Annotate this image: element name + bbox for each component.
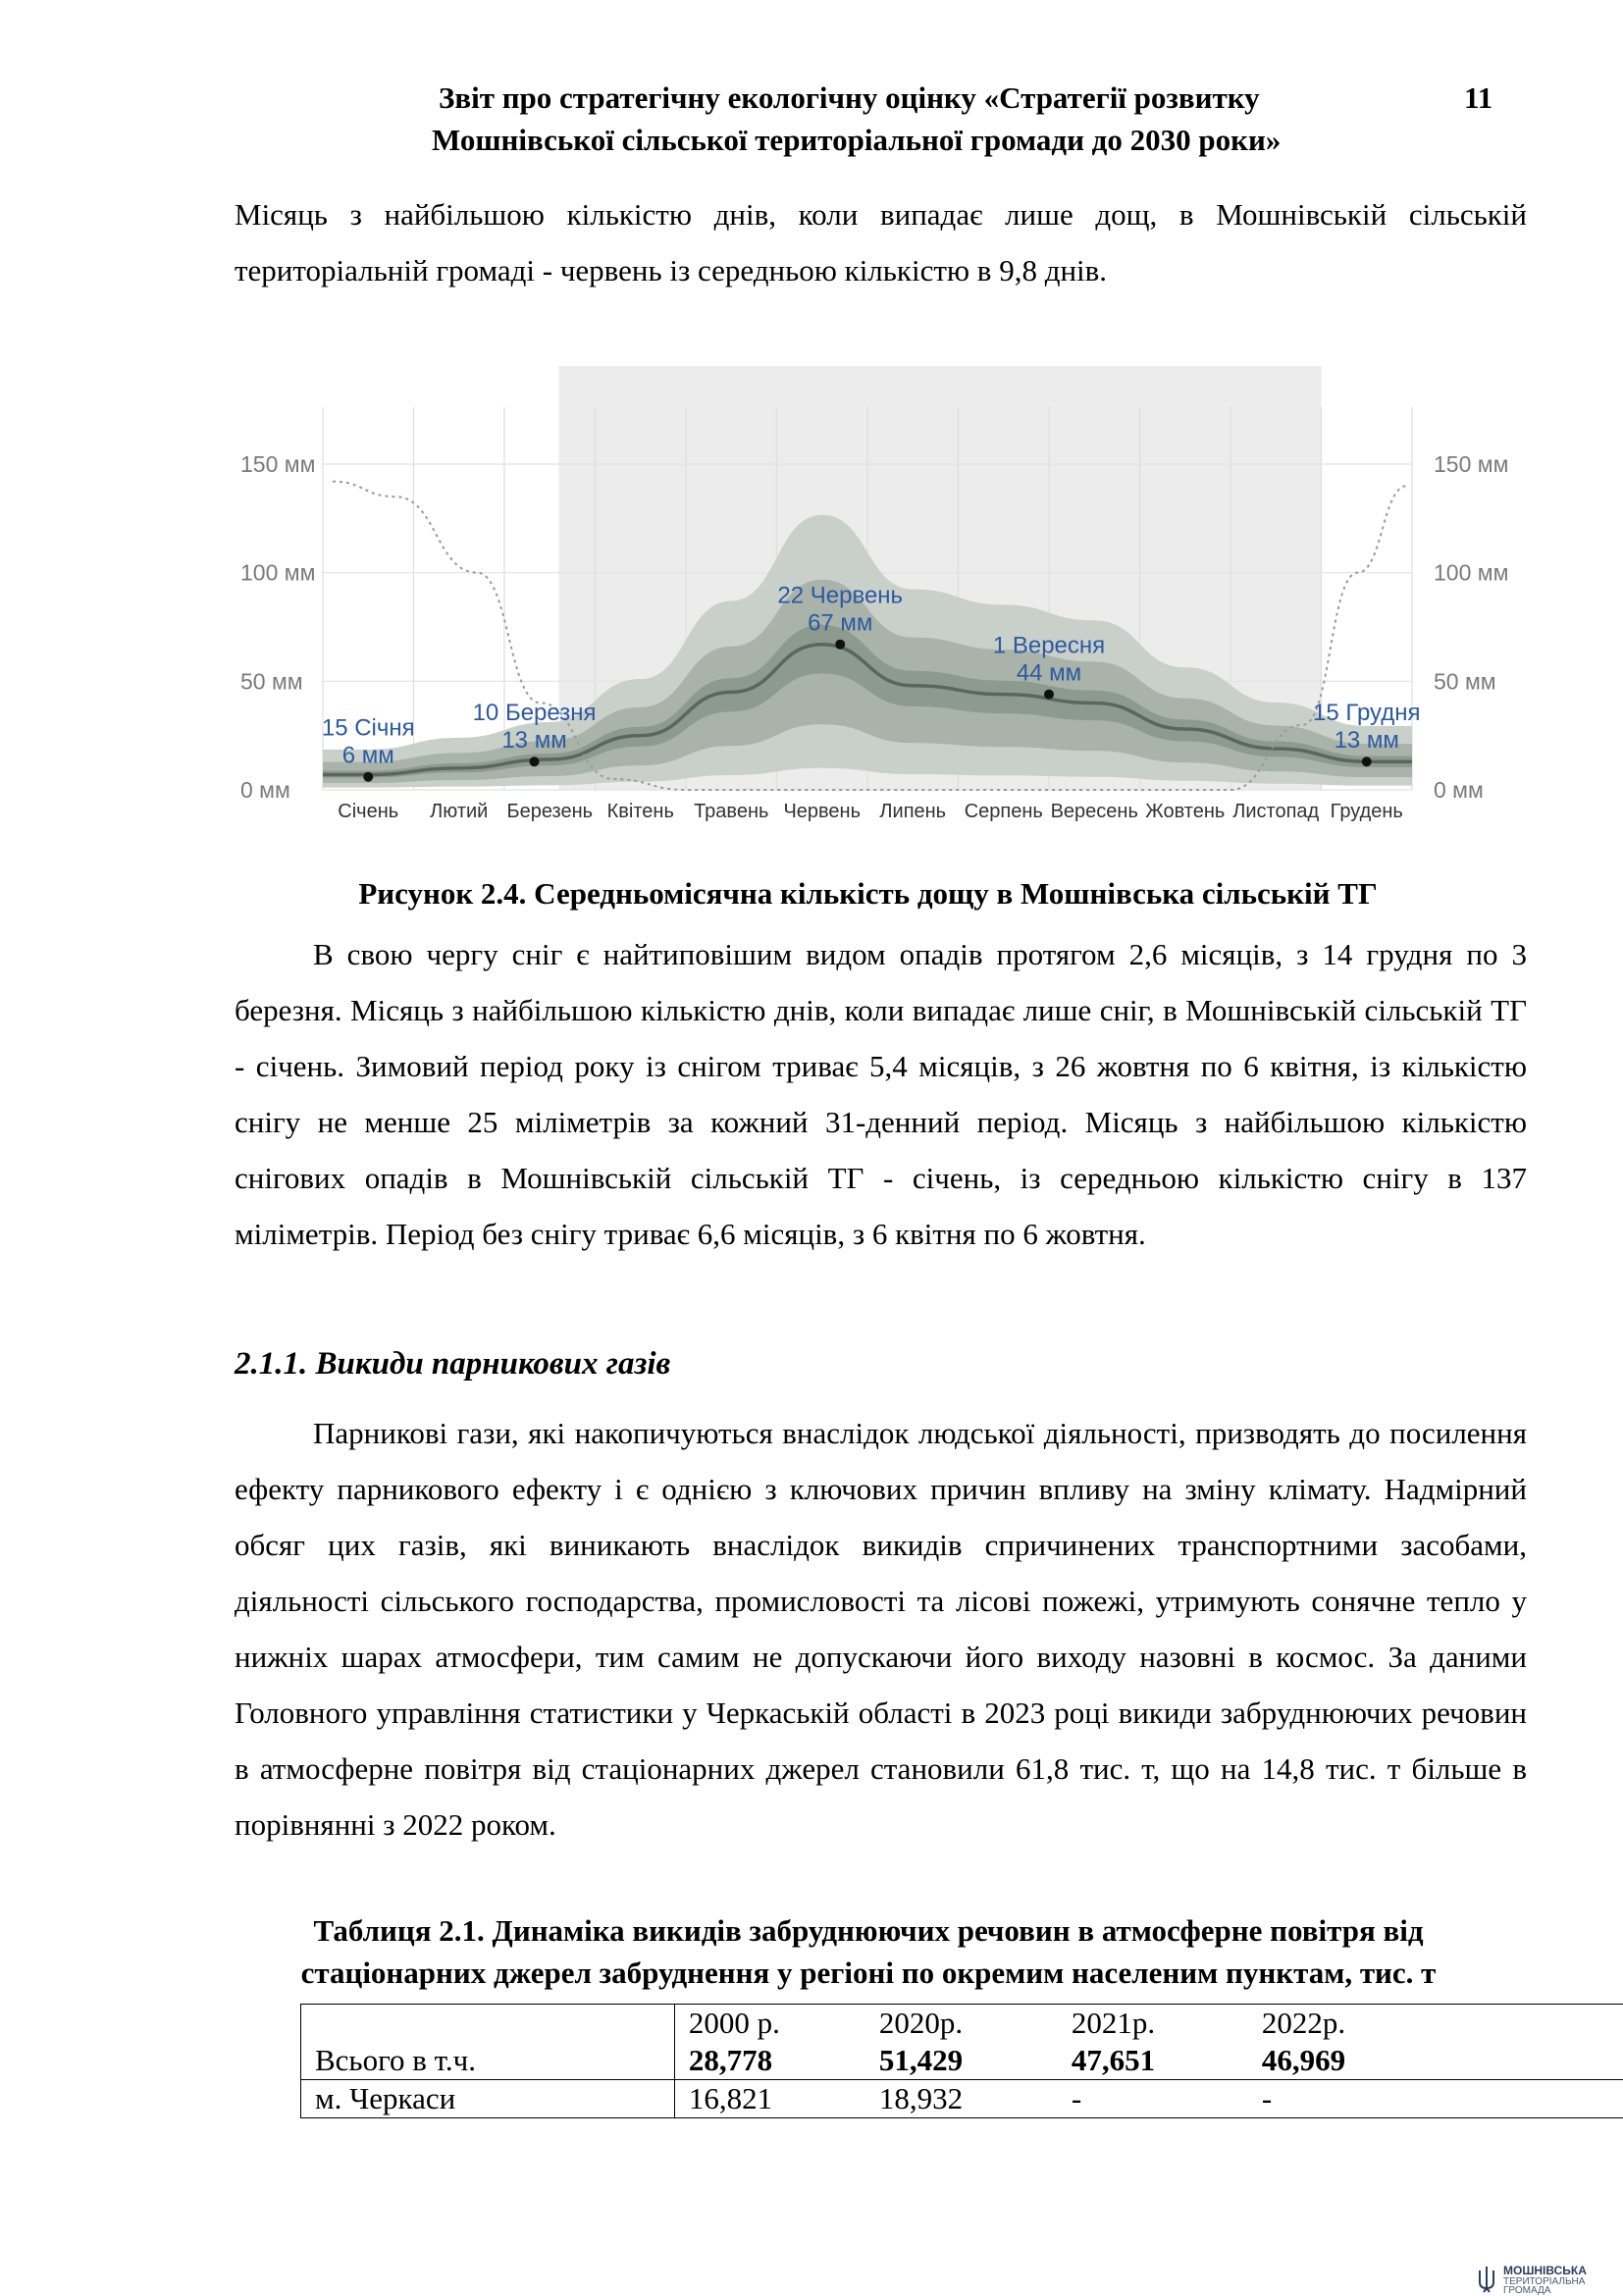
year-header: 2021р. [1058,2005,1248,2042]
y-tick-label-left: 0 мм [240,777,290,803]
annotation-point [1362,757,1372,766]
total-value: 28,778 [675,2042,865,2079]
total-value: 46,969 [1248,2042,1409,2079]
y-tick-label-left: 50 мм [240,668,303,694]
total-value: 51,429 [865,2042,1058,2079]
logo-line1: МОШНІВСЬКА [1503,2265,1587,2277]
annotation-point [1044,690,1054,700]
y-tick-label-right: 50 мм [1434,668,1496,694]
annotation-value: 44 мм [1017,660,1081,687]
paragraph-rain-days: Місяць з найбільшою кількістю днів, коли випадає лише дощ, в Мошнівській сільській територіальній громаді - червень із середньою кількістю в 9,8 днів. [235,186,1527,298]
year-header-row [675,2005,1623,2042]
x-tick-label: Грудень [1331,801,1403,822]
x-tick-label: Травень [694,801,768,822]
table-cell-label [301,2005,675,2080]
paragraph-snow: В свою чергу сніг є найтиповішим видом опадів протягом 2,6 місяців, з 14 грудня по 3 березня. Місяць з найбільшою кількістю днів, коли випадає лише сніг, в Мошнівській сільській ТГ - січень. Зимовий період року із снігом триває 5,4 місяців, з 26 жовтня по 6 квітня, із кількістю снігу не менше 25 міліметрів за кожний 31-денний період. Місяць з найбільшою кількістю снігових опадів в Мошнівській сільській ТГ - січень, із середньою кількістю снігу в 137 міліметрів. Період без снігу триває 6,6 місяців, з 6 квітня по 6 жовтня. [235,926,1527,1262]
rain-chart [235,358,1530,829]
row-values [674,2080,1623,2118]
annotation-point [835,640,845,650]
annotation-value: 13 мм [501,727,566,754]
figure-caption: Рисунок 2.4. Середньомісячна кількість дощу в Мошнівська сільській ТГ [0,876,1623,912]
emissions-table [300,2004,1623,2118]
x-tick-label: Березень [506,801,593,822]
row-value: - [1058,2080,1248,2117]
x-tick-label: Жовтень [1145,801,1225,822]
annotation-value: 13 мм [1335,727,1399,754]
row-value: 18,932 [865,2080,1058,2117]
x-tick-label: Квітень [607,801,674,822]
x-tick-label: Серпень [965,801,1043,822]
header-title-line2: Мошнівської сільської територіальної громади до 2030 роки» [432,119,1281,161]
logo-line3: ГРОМАДА [1503,2285,1550,2296]
y-tick-label-right: 0 мм [1434,777,1484,803]
y-tick-label-right: 100 мм [1434,560,1508,586]
page-number: 11 [1464,77,1492,119]
row-value: 16,821 [675,2080,865,2117]
annotation-point [363,772,373,782]
y-tick-label-left: 150 мм [240,451,315,477]
y-tick-label-right: 150 мм [1434,451,1508,477]
logo-line2: ТЕРИТОРІАЛЬНА [1503,2276,1585,2287]
paragraph-greenhouse: Парникові гази, які накопичуються внаслідок людської діяльності, призводять до посилення ефекту парникового ефекту і є однією з ключових причин впливу на зміну клімату. Надмірний обсяг цих газів, які виникають внаслідок викидів спричинених транспортними засобами, діяльності сільського господарства, промисловості та лісові пожежі, утримують сонячне тепло у нижніх шарах атмосфери, тим самим не допускаючи його виходу назовні в космос. За даними Головного управління статистики у Черкаській області в 2023 році викиди забруднюючих речовин в атмосферне повітря від стаціонарних джерел становили 61,8 тис. т, що на 14,8 тис. т більше в порівнянні з 2022 роком. [235,1405,1527,1852]
total-value: 47,651 [1058,2042,1248,2079]
annotation-value: 67 мм [808,610,872,637]
row-value: - [1248,2080,1409,2117]
annotation-point [530,757,540,766]
year-header: 2020р. [865,2005,1058,2042]
table-row-total [301,2005,1623,2080]
total-label: Всього в т.ч. [315,2043,476,2077]
x-tick-label: Листопад [1232,801,1319,822]
table-caption-line2: стаціонарних джерел забруднення у регіоні по окремим населеним пунктам, тис. т [236,1952,1501,1994]
row-label: м. Черкаси [301,2080,675,2118]
annotation-date: 1 Вересня [993,633,1105,659]
x-tick-label: Лютий [430,801,488,822]
year-header: 2000 р. [675,2005,865,2042]
annotation-date: 15 Грудня [1313,700,1421,726]
annotation-date: 15 Січня [322,715,415,742]
header-title-line1: Звіт про стратегічну екологічну оцінку «Стратегії розвитку [439,77,1260,119]
y-tick-label-left: 100 мм [240,560,315,586]
table-caption [236,1909,1501,1994]
trident-icon [1476,2265,1497,2294]
row-values-grid [675,2080,1623,2117]
annotation-value: 6 мм [342,743,394,769]
table-row [301,2080,1623,2118]
total-values-row [675,2042,1623,2079]
logo-text [1503,2265,1587,2295]
community-logo [1476,2265,1623,2294]
section-heading: 2.1.1. Викиди парникових газів [235,1346,670,1383]
annotation-date: 10 Березня [473,700,597,726]
x-tick-label: Вересень [1051,801,1138,822]
table-caption-line1: Таблиця 2.1. Динаміка викидів забруднюючих речовин в атмосферне повітря від [236,1909,1501,1952]
table-cell-years [674,2005,1623,2080]
x-tick-label: Січень [338,801,398,822]
year-header: 2022р. [1248,2005,1409,2042]
x-tick-label: Липень [879,801,946,822]
annotation-date: 22 Червень [777,583,903,609]
x-tick-label: Червень [783,801,861,822]
